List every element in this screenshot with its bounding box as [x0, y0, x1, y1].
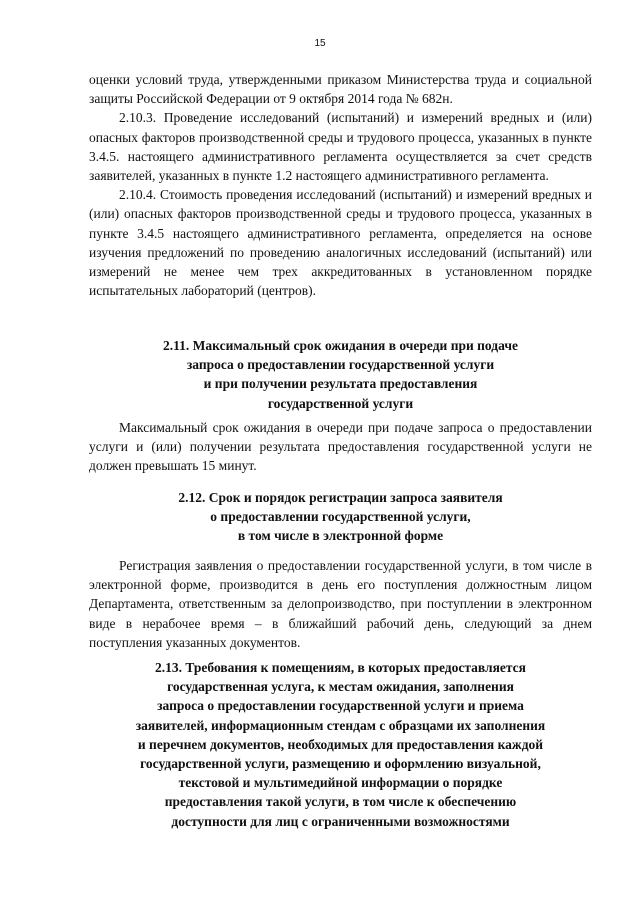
text-block-2-10 [89, 70, 592, 300]
heading-line: и при получении результата предоставления [203, 376, 478, 392]
heading-line: текстовой и мультимедийной информации о порядке [178, 775, 503, 791]
heading-line: запроса о предоставлении государственной услуги и приема [157, 698, 524, 714]
text-block-2-12 [89, 556, 592, 652]
heading-line: 2.11. Максимальный срок ожидания в очереди при подаче [163, 338, 518, 353]
heading-line: государственная услуга, к местам ожидания, заполнения [167, 679, 514, 695]
page-number: 15 [314, 38, 326, 49]
heading-line: запроса о предоставлении государственной услуги [186, 357, 495, 373]
paragraph-2-11: Максимальный срок ожидания в очереди при подаче запроса о предоставлении услуги и (или) получении результата предоставления государственной услуги не должен превышать 15 минут. [89, 420, 592, 474]
heading-line: в том числе в электронной форме [237, 528, 444, 544]
paragraph-2-10-2-end: оценки условий труда, утвержденными приказом Министерства труда и социальной защиты Российской Федерации от 9 октября 2014 года № 682н. [89, 72, 592, 107]
paragraph-2-12: Регистрация заявления о предоставлении государственной услуги, в том числе в электронной форме, производится в день его поступления должностным лицом Департамента, ответственным за делопроизводство, при поступлении в электронном виде в нерабочее время – в ближайший рабочий день, следующий за днем поступления указанных документов. [89, 558, 592, 650]
heading-line: заявителей, информационным стендам с образцами их заполнения [135, 717, 546, 733]
heading-line: 2.13. Требования к помещениям, в которых предоставляется [155, 660, 526, 675]
heading-line: государственной услуги, размещению и оформлению визуальной, [140, 756, 541, 772]
heading-2-11 [89, 336, 592, 413]
heading-line: и перечнем документов, необходимых для предоставления каждой [137, 736, 544, 752]
heading-line: предоставления такой услуги, в том числе к обеспечению [164, 794, 517, 810]
heading-2-13 [89, 658, 592, 831]
paragraph-2-10-4: 2.10.4. Стоимость проведения исследований (испытаний) и измерений вредных и (или) опасных факторов производственной среды и трудового процесса, указанных в пункте 3.4.5 настоящего административного регламента, определяется на основе изучения предложений по проведению аналогичных исследований (испытаний) или измерений не менее чем трех аккредитованных в установленном порядке испытательных лабораторий (центров). [89, 187, 592, 299]
heading-line: о предоставлении государственной услуги, [210, 509, 471, 525]
heading-line: доступности для лиц с ограниченными возможностями [171, 813, 510, 829]
paragraph-2-10-3: 2.10.3. Проведение исследований (испытаний) и измерений вредных и (или) опасных факторов производственной среды и трудового процесса, указанных в пункте 3.4.5. настоящего административного регламента осуществляется за счет средств заявителей, указанных в пункте 1.2 настоящего административного регламента. [89, 110, 592, 184]
heading-line: государственной услуги [267, 395, 414, 411]
heading-line: 2.12. Срок и порядок регистрации запроса заявителя [178, 490, 503, 505]
heading-2-12 [89, 488, 592, 546]
text-block-2-11 [89, 418, 592, 476]
